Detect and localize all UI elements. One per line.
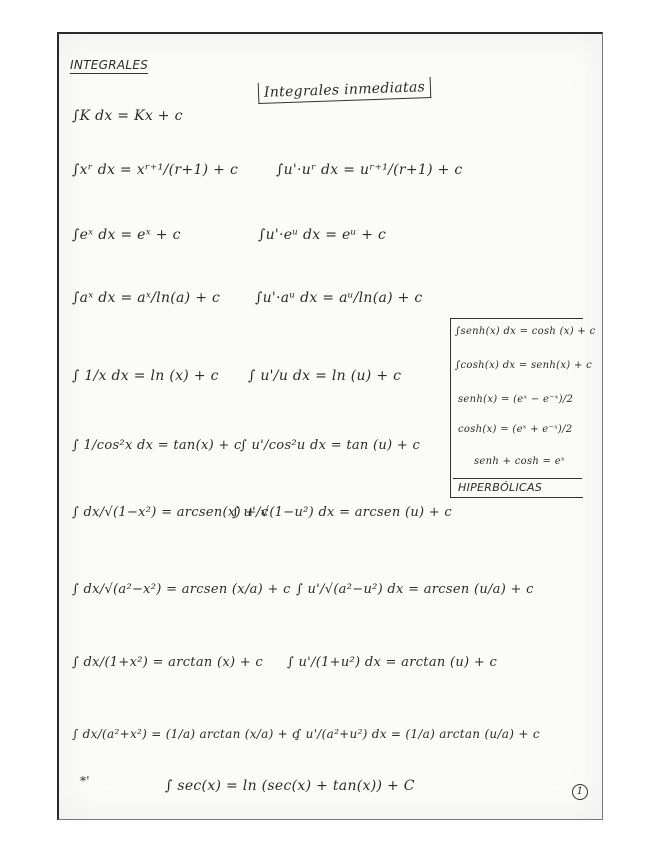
hyperbolic-cosh-def: cosh(x) = (eˣ + e⁻ˣ)/2: [458, 424, 573, 435]
formula-ax: ∫aˣ dx = aˣ/ln(a) + c: [72, 290, 221, 306]
page-number: 1: [572, 784, 588, 800]
heading: INTEGRALES: [70, 58, 149, 72]
formula-tan: ∫ 1/cos²x dx = tan(x) + c: [72, 438, 242, 453]
formula-tan-chain: ∫ u'/cos²u dx = tan (u) + c: [240, 438, 421, 453]
hyperbolic-box: [450, 318, 583, 498]
formula-exp: ∫eˣ dx = eˣ + c: [72, 227, 181, 243]
formula-arctan-a: ∫ dx/(a²+x²) = (1/a) arctan (x/a) + c: [72, 727, 300, 741]
hyperbolic-cosh-integral: ∫cosh(x) dx = senh(x) + c: [455, 360, 593, 371]
hyperbolic-divider: [453, 478, 582, 479]
asterisk-note: *': [80, 774, 90, 788]
page-title: Integrales inmediatas: [258, 77, 432, 104]
hyperbolic-label: HIPERBÓLICAS: [458, 481, 543, 494]
formula-arcsen-a-chain: ∫ u'/√(a²−u²) dx = arcsen (u/a) + c: [296, 582, 534, 597]
formula-constant: ∫K dx = Kx + c: [72, 108, 183, 124]
formula-arctan-chain: ∫ u'/(1+u²) dx = arctan (u) + c: [287, 655, 498, 670]
hyperbolic-sum: senh + cosh = eˣ: [474, 456, 565, 467]
hyperbolic-senh-integral: ∫senh(x) dx = cosh (x) + c: [455, 326, 596, 337]
formula-arctan-a-chain: ∫ u'/(a²+u²) dx = (1/a) arctan (u/a) + c: [295, 727, 540, 741]
formula-sec: ∫ sec(x) = ln (sec(x) + tan(x)) + C: [165, 778, 415, 794]
formula-log-chain: ∫ u'/u dx = ln (u) + c: [248, 368, 402, 384]
formula-arcsen-chain: ∫ u'/√(1−u²) dx = arcsen (u) + c: [232, 505, 453, 520]
formula-arcsen-a: ∫ dx/√(a²−x²) = arcsen (x/a) + c: [72, 582, 291, 597]
hyperbolic-senh-def: senh(x) = (eˣ − e⁻ˣ)/2: [458, 394, 574, 405]
formula-log: ∫ 1/x dx = ln (x) + c: [72, 368, 219, 384]
formula-power: ∫xʳ dx = xʳ⁺¹/(r+1) + c: [72, 162, 239, 178]
formula-exp-chain: ∫u'·eᵘ dx = eᵘ + c: [258, 227, 387, 243]
formula-arctan: ∫ dx/(1+x²) = arctan (x) + c: [72, 655, 263, 670]
formula-arcsen: ∫ dx/√(1−x²) = arcsen(x) + c: [72, 505, 269, 520]
formula-power-chain: ∫u'·uʳ dx = uʳ⁺¹/(r+1) + c: [276, 162, 463, 178]
formula-ax-chain: ∫u'·aᵘ dx = aᵘ/ln(a) + c: [255, 290, 423, 306]
